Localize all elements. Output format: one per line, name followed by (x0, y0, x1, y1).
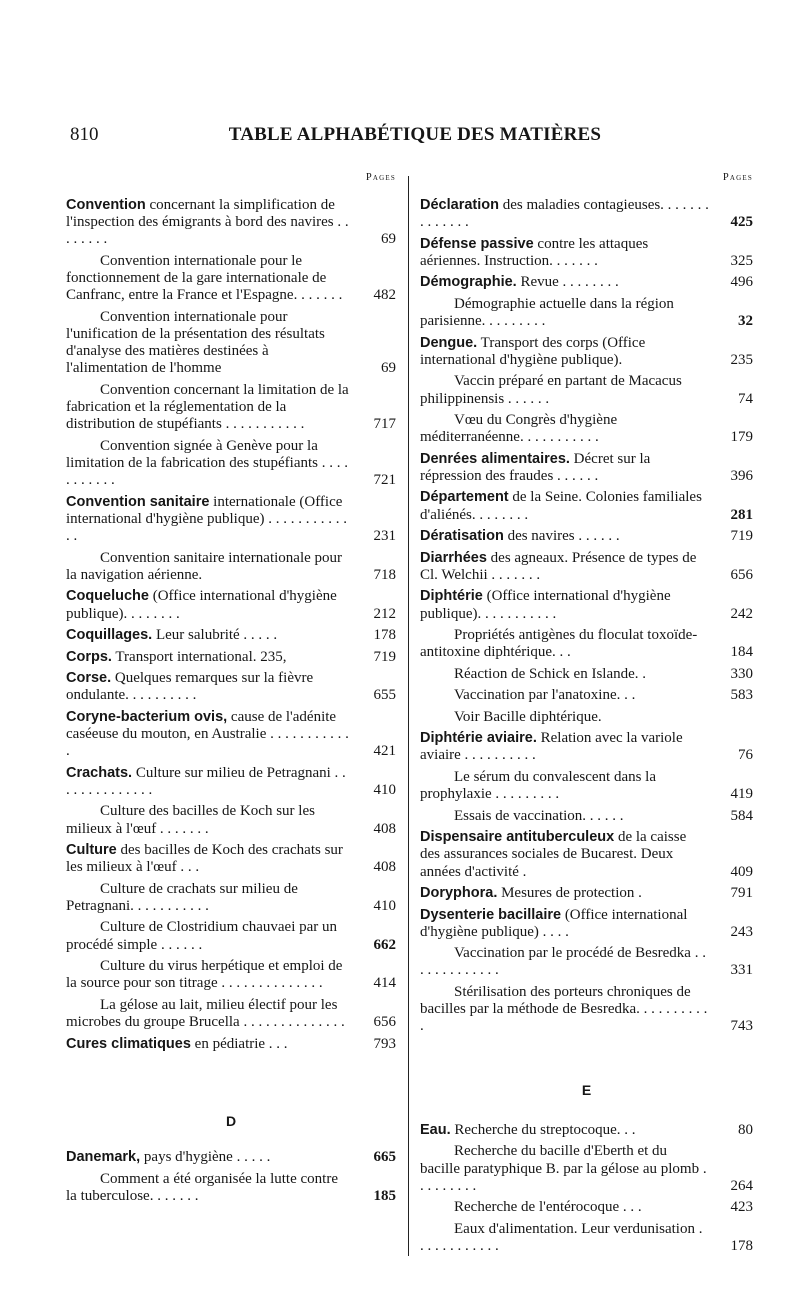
page-ref: 410 (373, 781, 396, 798)
index-entry (66, 842, 396, 876)
entry-text (420, 412, 709, 446)
index-subentry (420, 1221, 753, 1255)
index-entry (66, 1149, 396, 1166)
entry-heading: Eau. (420, 1121, 451, 1138)
entry-heading: Denrées alimentaires. (420, 450, 570, 467)
page-ref: 719 (373, 648, 396, 665)
pages-column-label: Pages (365, 172, 396, 183)
page-ref: 743 (730, 1018, 753, 1035)
index-subentry (420, 687, 753, 704)
entry-heading: Diphtérie (420, 588, 483, 605)
page-ref: 793 (373, 1035, 396, 1052)
page-ref: 584 (730, 807, 753, 824)
entry-body: Transport des corps (Office international d'hygiène publique). (420, 334, 646, 368)
entry-body: Convention signée à Genève pour la limitation de la fabrication des stupéfiants . . . . . . . . . . . (66, 437, 349, 489)
entry-heading: Déclaration (420, 197, 499, 213)
entry-body: internationale (Office international d'hygiène publique) . . . . . . . . . . . . . (66, 493, 347, 545)
page-ref: 242 (730, 605, 753, 622)
index-subentry (420, 945, 753, 979)
entry-body: des navires . . . . . . (503, 528, 620, 545)
entry-body: Relation avec la variole aviaire . . . . . . . . . . (420, 730, 683, 764)
index-entry (420, 588, 753, 622)
index-entry (420, 197, 753, 231)
index-entry (420, 451, 753, 485)
entry-body: Culture sur milieu de Petragnani . . . . . . . . . . . . . . (66, 764, 346, 798)
entry-body: de la Seine. Colonies familiales d'aliénés. . . . . . . . (420, 489, 702, 523)
entry-body: Culture de crachats sur milieu de Petragnani. . . . . . . . . . . (66, 880, 298, 914)
entry-text (66, 765, 352, 799)
index-subentry (66, 803, 396, 837)
entry-body: Vaccination par l'anatoxine. . . (454, 687, 636, 704)
page-ref: 231 (373, 528, 396, 545)
entry-body: Recherche de l'entérocoque . . . (454, 1199, 642, 1216)
page-ref: 235 (730, 351, 753, 368)
page-ref: 408 (373, 820, 396, 837)
page-ref: 32 (738, 313, 753, 330)
entry-text (66, 550, 352, 584)
page-ref: 69 (381, 360, 396, 377)
entry-body: contre les attaques aériennes. Instruction. . . . . . . (420, 235, 649, 269)
page-ref: 719 (730, 528, 753, 545)
entry-text (420, 528, 709, 545)
entry-text (66, 881, 352, 915)
entry-text (420, 451, 709, 485)
page-ref: 718 (373, 566, 396, 583)
entry-list (420, 197, 753, 1036)
index-entry (66, 709, 396, 761)
entry-heading: Danemark, (66, 1149, 141, 1166)
index-entry (420, 829, 753, 881)
entry-text (420, 197, 709, 231)
entry-text (420, 984, 709, 1036)
page-ref: 212 (373, 605, 396, 622)
index-entry (420, 730, 753, 764)
entry-body: Vaccination par le procédé de Besredka . . . . . . . . . . . . . (420, 945, 706, 979)
entry-heading: Dengue. (420, 334, 478, 351)
entry-text (420, 808, 709, 825)
page-ref: 330 (730, 665, 753, 682)
page-ref: 331 (730, 962, 753, 979)
section-letter-d: D (225, 1113, 237, 1130)
page-ref: 583 (730, 687, 753, 704)
entry-text (66, 919, 352, 953)
page-header (70, 124, 760, 154)
entry-body: Convention concernant la limitation de la fabrication et la réglementation de la distribution de stupéfiants . . . . . . . . . . . (66, 381, 349, 433)
entry-body: Le sérum du convalescent dans la prophylaxie . . . . . . . . . (420, 768, 657, 803)
page-ref: 662 (373, 936, 396, 953)
entry-text (420, 687, 709, 704)
entry-heading: Diarrhées (420, 549, 487, 566)
index-subentry (420, 627, 753, 661)
index-entry (420, 489, 753, 523)
entry-text (66, 649, 352, 666)
entry-body: Quelques remarques sur la fièvre ondulante. . . . . . . . . . (66, 670, 314, 704)
right-column (420, 172, 753, 1259)
entry-text (66, 670, 352, 704)
entry-body: Propriétés antigènes du floculat toxoïde-antitoxine diphtérique. . . (420, 627, 698, 661)
running-title: TABLE ALPHABÉTIQUE DES MATIÈRES (228, 124, 602, 145)
entry-body: La gélose au lait, milieu électif pour les microbes du groupe Brucella . . . . . . . . . . . . . . (66, 996, 345, 1031)
index-subentry (420, 412, 753, 446)
entry-text (420, 709, 709, 726)
entry-heading: Doryphora. (420, 885, 498, 902)
index-entry (66, 1036, 396, 1053)
page-ref: 496 (730, 274, 753, 291)
index-subentry (66, 958, 396, 992)
entry-text (66, 803, 352, 837)
entry-text (66, 494, 352, 546)
page-ref: 482 (373, 287, 396, 304)
entry-body: Réaction de Schick en Islande. . (454, 665, 647, 682)
entry-body: Comment a été organisée la lutte contre la tuberculose. . . . . . . (66, 1170, 338, 1204)
page-ref: 325 (730, 252, 753, 269)
index-entry (66, 670, 396, 704)
entry-heading: Corps. (66, 648, 112, 665)
entry-body: Stérilisation des porteurs chroniques de bacilles par la méthode de Besredka. . . . . . . . . . . (420, 983, 708, 1035)
page-ref: 69 (381, 231, 396, 248)
entry-body: Voir Bacille diphtérique. (454, 708, 602, 725)
index-subentry (420, 808, 753, 825)
section-letter-e: E (581, 1081, 592, 1098)
page-ref: 396 (730, 467, 753, 484)
entry-text (66, 709, 352, 761)
entry-body: (Office international d'hygiène publique) . . . . (420, 906, 688, 940)
entry-text (66, 438, 352, 490)
entry-heading: Crachats. (66, 764, 133, 781)
entry-heading: Culture (66, 842, 117, 859)
entry-heading: Coquillages. (66, 627, 153, 644)
entry-text (420, 296, 709, 330)
page-ref: 410 (373, 897, 396, 914)
entry-body: Transport international. 235, (111, 648, 287, 665)
index-subentry (420, 666, 753, 683)
page-ref: 281 (730, 506, 753, 523)
entry-text (66, 197, 352, 249)
page-ref: 184 (730, 644, 753, 661)
entry-body: Revue . . . . . . . . (516, 274, 619, 291)
entry-text (420, 550, 709, 584)
index-subentry (66, 253, 396, 305)
page-ref: 74 (738, 390, 753, 407)
entry-text (66, 1036, 352, 1053)
entry-body: Convention internationale pour le fonctionnement de la gare internationale de Canfranc, entre la France et l'Espagne. . . . . . . (66, 252, 343, 304)
page-ref: 665 (373, 1149, 396, 1166)
entry-text (420, 1221, 709, 1255)
entry-body: pays d'hygiène . . . . . (140, 1149, 271, 1166)
entry-text (420, 730, 709, 764)
page-ref: 421 (373, 743, 396, 760)
index-entry (420, 550, 753, 584)
index-entry (420, 1122, 753, 1139)
entry-body: Culture des bacilles de Koch sur les milieux à l'œuf . . . . . . . (66, 803, 315, 837)
index-subentry (66, 919, 396, 953)
entry-text (420, 829, 709, 881)
entry-body: cause de l'adénite caséeuse du mouton, en Australie . . . . . . . . . . . . (66, 708, 349, 760)
entry-body: (Office international d'hygiène publique). . . . . . . . . . . (420, 588, 671, 622)
page-ref: 419 (730, 786, 753, 803)
entry-text (66, 1149, 352, 1166)
index-entry (66, 197, 396, 249)
index-entry (420, 335, 753, 369)
entry-body: des agneaux. Présence de types de Cl. Welchii . . . . . . . (420, 549, 697, 583)
entry-heading: Coqueluche (66, 588, 149, 605)
entry-body: Convention sanitaire internationale pour la navigation aérienne. (66, 549, 343, 583)
index-subentry (66, 438, 396, 490)
page-ref: 655 (373, 687, 396, 704)
page-ref: 425 (730, 214, 753, 231)
entry-text (66, 588, 352, 622)
entry-list-e (420, 1122, 753, 1255)
entry-text (66, 1171, 352, 1205)
entry-text (420, 627, 709, 661)
entry-heading: Convention (66, 197, 146, 213)
entry-text (66, 253, 352, 305)
entry-text (66, 997, 352, 1031)
page-ref: 656 (373, 1014, 396, 1031)
entry-text (420, 335, 709, 369)
entry-body: des maladies contagieuses. . . . . . . . . . . . . . (420, 197, 709, 231)
entry-body: Culture du virus herpétique et emploi de la source pour son titrage . . . . . . . . . . . . . . (66, 958, 343, 992)
index-subentry (420, 709, 753, 726)
page-ref: 656 (730, 566, 753, 583)
entry-heading: Démographie. (420, 274, 517, 291)
entry-heading: Convention sanitaire (66, 493, 210, 510)
page-ref: 76 (738, 747, 753, 764)
entry-body: Décret sur la répression des fraudes . . . . . . (420, 450, 651, 484)
entry-body: Vaccin préparé en partant de Macacus philippinensis . . . . . . (420, 373, 682, 407)
entry-heading: Département (420, 489, 509, 506)
entry-body: Recherche du bacille d'Eberth et du bacille paratyphique B. par la gélose au plomb . . . . . . . . . (420, 1143, 707, 1194)
entry-text (66, 958, 352, 992)
page-ref: 423 (730, 1199, 753, 1216)
entry-body: Mesures de protection . (497, 885, 642, 902)
entry-text (420, 1199, 709, 1216)
entry-text (420, 489, 709, 523)
pages-column-label: Pages (722, 172, 753, 183)
column-divider (408, 176, 409, 1256)
index-entry (420, 907, 753, 941)
page-ref: 408 (373, 859, 396, 876)
index-entry (66, 494, 396, 546)
page-ref: 791 (730, 885, 753, 902)
entry-text (420, 236, 709, 270)
index-subentry (66, 881, 396, 915)
entry-heading: Diphtérie aviaire. (420, 730, 537, 747)
index-entry (66, 588, 396, 622)
entry-body: (Office international d'hygiène publique). . . . . . . . (66, 588, 337, 622)
entry-body: Culture de Clostridium chauvaei par un procédé simple . . . . . . (66, 919, 338, 953)
entry-heading: Dératisation (420, 528, 504, 545)
entry-heading: Coryne-bacterium ovis, (66, 708, 228, 725)
index-entry (420, 236, 753, 270)
index-subentry (66, 997, 396, 1031)
index-subentry (420, 373, 753, 407)
page-ref: 717 (373, 416, 396, 433)
page-ref: 409 (730, 863, 753, 880)
entry-text (66, 842, 352, 876)
index-subentry (420, 296, 753, 330)
index-subentry (420, 1143, 753, 1195)
entry-body: de la caisse des assurances sociales de Bucarest. Deux années d'activité . (420, 829, 687, 880)
index-entry (66, 649, 396, 666)
entry-list (66, 197, 396, 1053)
page-ref: 178 (730, 1237, 753, 1254)
entry-body: concernant la simplification de l'inspection des émigrants à bord des navires . . . . . . . . (66, 197, 349, 248)
page-ref: 721 (373, 472, 396, 489)
index-subentry (420, 984, 753, 1036)
entry-heading: Dysenterie bacillaire (420, 906, 562, 923)
page-ref: 179 (730, 429, 753, 446)
entry-body: Vœu du Congrès d'hygiène méditerranéenne. . . . . . . . . . . (420, 412, 618, 446)
page-ref: 178 (373, 627, 396, 644)
entry-body: Convention internationale pour l'unification de la présentation des résultats d'analyse des matières destinées à l'alimentation de l'homme (66, 308, 325, 377)
entry-heading: Cures climatiques (66, 1035, 191, 1052)
index-entry (420, 274, 753, 291)
index-entry (66, 627, 396, 644)
index-subentry (66, 382, 396, 434)
index-subentry (420, 769, 753, 803)
entry-body: Leur salubrité . . . . . (152, 627, 278, 644)
entry-text (66, 382, 352, 434)
entry-text (420, 907, 709, 941)
entry-text (420, 1122, 709, 1139)
index-subentry (66, 309, 396, 378)
entry-text (66, 627, 352, 644)
index-subentry (66, 550, 396, 584)
entry-heading: Défense passive (420, 235, 534, 252)
entry-body: Démographie actuelle dans la région parisienne. . . . . . . . . (420, 295, 674, 330)
entry-text (420, 885, 709, 902)
entry-text (420, 666, 709, 683)
entry-text (420, 588, 709, 622)
page-number: 810 (70, 124, 99, 145)
entry-body: en pédiatrie . . . (190, 1035, 288, 1052)
entry-heading: Corse. (66, 670, 112, 687)
entry-body: Recherche du streptocoque. . . (450, 1121, 636, 1138)
entry-text (420, 769, 709, 803)
page-ref: 185 (373, 1187, 396, 1204)
page-ref: 264 (730, 1177, 753, 1194)
entry-heading: Dispensaire antituberculeux (420, 829, 615, 846)
entry-body: Essais de vaccination. . . . . . (454, 807, 624, 824)
entry-body: Eaux d'alimentation. Leur verdunisation . . . . . . . . . . . . (420, 1220, 703, 1254)
entry-list-d (66, 1149, 396, 1205)
entry-body: des bacilles de Koch des crachats sur les milieux à l'œuf . . . (66, 842, 343, 876)
page-ref: 80 (738, 1121, 753, 1138)
index-entry (420, 885, 753, 902)
entry-text (66, 309, 352, 378)
entry-text (420, 945, 709, 979)
index-subentry (66, 1171, 396, 1205)
entry-text (420, 274, 709, 291)
index-subentry (420, 1199, 753, 1216)
entry-text (420, 1143, 709, 1195)
page-ref: 414 (373, 975, 396, 992)
index-entry (66, 765, 396, 799)
entry-text (420, 373, 709, 407)
left-column (66, 172, 396, 1209)
page-ref: 243 (730, 923, 753, 940)
index-entry (420, 528, 753, 545)
